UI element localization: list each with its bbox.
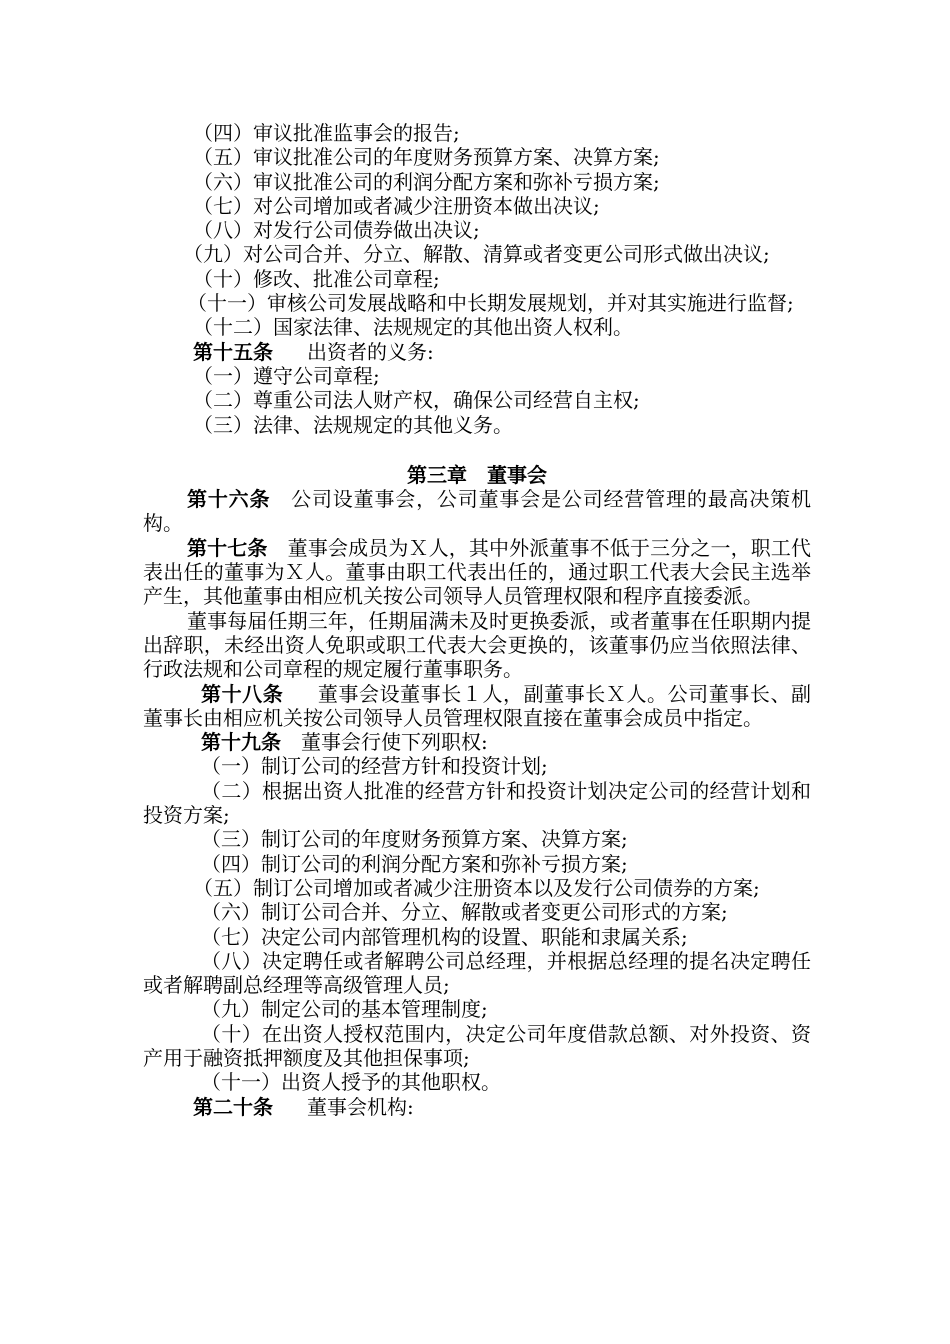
article-17: [143, 536, 811, 609]
list-item: （二）尊重公司法人财产权，确保公司经营自主权;: [193, 388, 640, 413]
article-17-paragraph-2: 董事每届任期三年，任期届满未及时更换委派，或者董事在任职期内提出辞职，未经出资人免职或职工代表大会更换的，该董事仍应当依照法律、行政法规和公司章程的规定履行董事职务。: [143, 608, 811, 682]
article-text: 董事会行使下列职权:: [301, 730, 488, 755]
list-item: （八）决定聘任或者解聘公司总经理，并根据总经理的提名决定聘任或者解聘副总经理等高级管理人员;: [143, 948, 811, 998]
list-item: （十一）出资人授予的其他职权。: [201, 1070, 501, 1095]
article-heading: 第十六条: [187, 487, 271, 512]
article-text: 董事会设董事长１人，副董事长Ｘ人。公司董事长、副董事长由相应机关按公司领导人员管理权限直接在董事会成员中指定。: [143, 681, 812, 730]
article-text: 出资者的义务:: [307, 339, 434, 364]
article-heading: 第二十条: [193, 1094, 273, 1119]
list-item: （十一）审核公司发展战略和中长期发展规划，并对其实施进行监督;: [187, 291, 794, 316]
list-item: （九）制定公司的基本管理制度;: [201, 997, 488, 1022]
list-item: （五）制订公司增加或者减少注册资本以及发行公司债券的方案;: [193, 875, 760, 900]
list-item: （十）在出资人授权范围内，决定公司年度借款总额、对外投资、资产用于融资抵押额度及其他担保事项;: [143, 1021, 811, 1070]
list-item: （七）对公司增加或者减少注册资本做出决议;: [193, 193, 600, 218]
list-item: （八）对发行公司债券做出决议;: [193, 218, 480, 243]
list-item: （六）制订公司合并、分立、解散或者变更公司形式的方案;: [201, 900, 728, 925]
list-item: （四）审议批准监事会的报告;: [193, 121, 460, 145]
list-item: （九）对公司合并、分立、解散、清算或者变更公司形式做出决议;: [183, 242, 770, 267]
list-item: （四）制订公司的利润分配方案和弥补亏损方案;: [201, 851, 628, 876]
article-text: 公司设董事会，公司董事会是公司经营管理的最高决策机构。: [143, 487, 812, 536]
article-heading: 第十九条: [201, 730, 281, 755]
list-item: （三）法律、法规规定的其他义务。: [193, 412, 513, 437]
article-text: 董事会机构:: [307, 1094, 414, 1119]
list-item: （六）审议批准公司的利润分配方案和弥补亏损方案;: [193, 169, 660, 194]
article-heading: 第十七条: [187, 535, 268, 560]
article-text: 董事会成员为Ｘ人，其中外派董事不低于三分之一，职工代表出任的董事为Ｘ人。董事由职工代表出任的，通过职工代表大会民主选举产生，其他董事由相应机关按公司领导人员管理权限和程序直接委派。: [143, 535, 812, 609]
article-18: [143, 682, 811, 731]
list-item: （十二）国家法律、法规规定的其他出资人权利。: [193, 315, 633, 340]
list-item: （二）根据出资人批准的经营方针和投资计划决定公司的经营计划和投资方案;: [143, 778, 811, 828]
list-item: （十）修改、批准公司章程;: [193, 266, 440, 291]
list-item: （三）制订公司的年度财务预算方案、决算方案;: [201, 827, 628, 852]
list-item: （一）遵守公司章程;: [193, 363, 380, 388]
article-16: [143, 487, 811, 536]
chapter-title: 第三章 董事会: [407, 462, 547, 487]
article-heading: 第十五条: [193, 339, 273, 364]
document-page: [143, 121, 811, 1119]
article-19: [143, 730, 811, 754]
list-item: （五）审议批准公司的年度财务预算方案、决算方案;: [193, 145, 660, 170]
list-item: （七）决定公司内部管理机构的设置、职能和隶属关系;: [201, 924, 688, 949]
article-heading: 第十八条: [201, 681, 284, 706]
list-item: （一）制订公司的经营方针和投资计划;: [201, 754, 548, 779]
article-20: [143, 1095, 811, 1119]
article-15: [143, 340, 811, 364]
